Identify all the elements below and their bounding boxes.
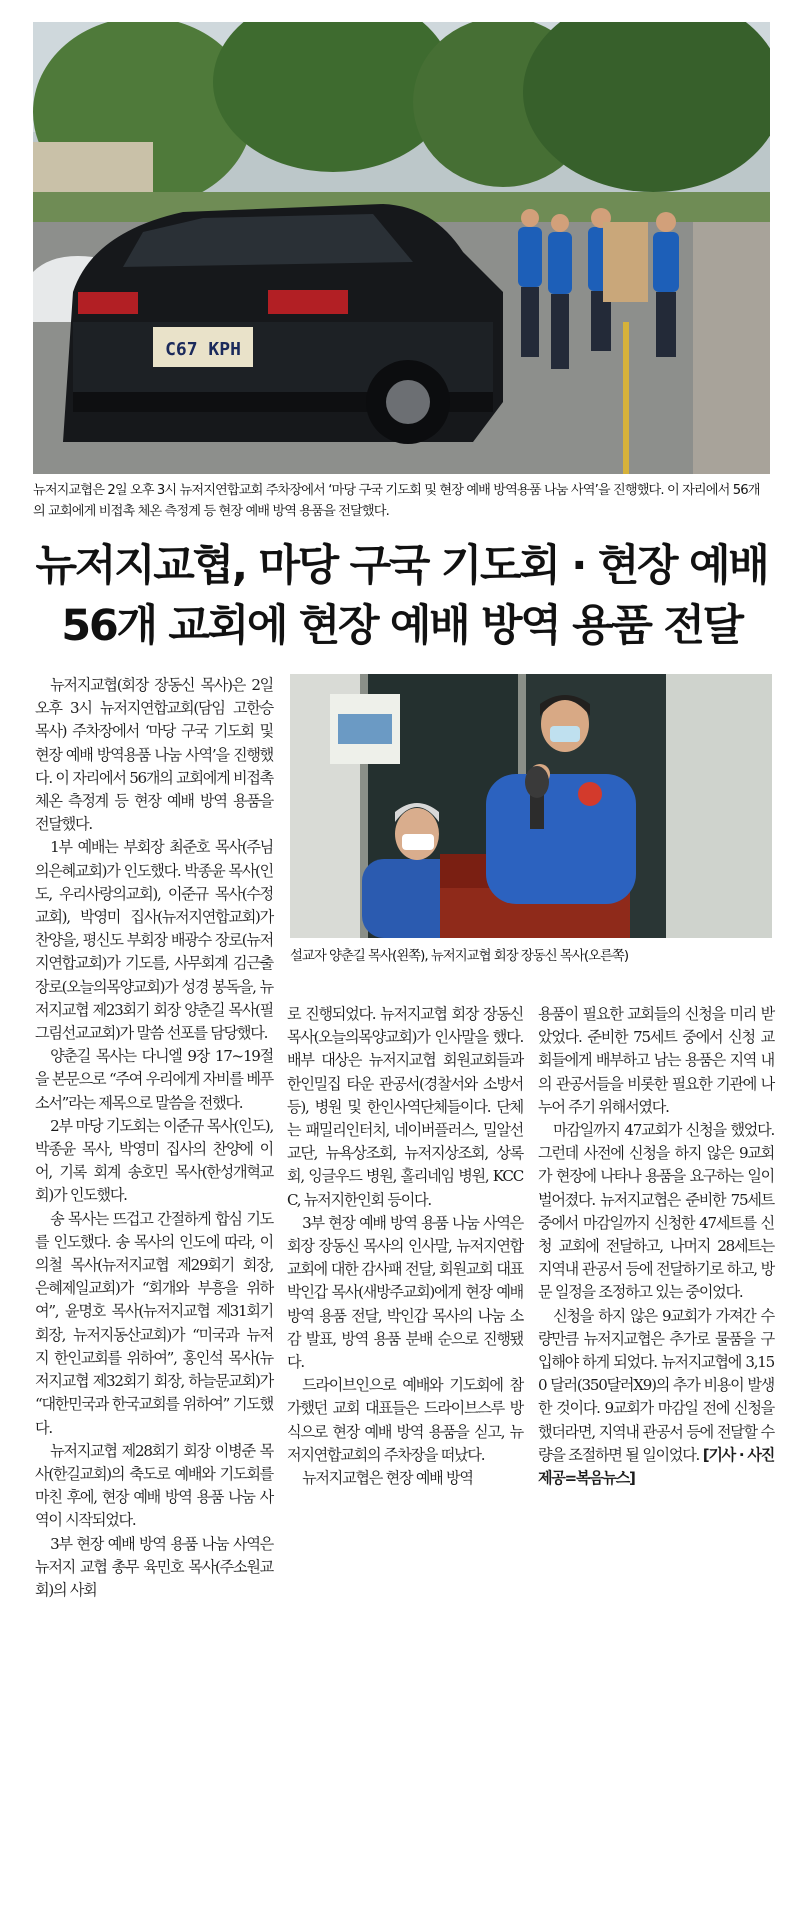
article-paragraph: 3부 현장 예배 방역 용품 나눔 사역은 뉴저지 교협 총무 육민호 목사(주소원교회)의 사회 (35, 1534, 273, 1599)
article-paragraph: 2부 마당 기도회는 이준규 목사(인도), 박종윤 목사, 박영미 집사의 찬양에 이어, 기록 회계 송호민 목사(한성개혁교회)가 인도했다. (35, 1116, 273, 1205)
article-paragraph: 뉴저지교협(회장 장동신 목사)은 2일 오후 3시 뉴저지연합교회(담임 고한승 목사) 주차장에서 ‘마당 구국 기도회 및 현장 예배 방역용품 나눔 사역’을 진행했다. 이 자리에서 56개의 교회에게 비접촉 체온 측정계 등 현장 예배 방역 용품을 전달했다. (35, 676, 273, 834)
article-paragraph: 용품이 필요한 교회들의 신청을 미리 받았었다. 준비한 75세트 중에서 신청 교회들에게 배부하고 남는 용품은 지역 내의 관공서들을 비롯한 필요한 기관에 나누어 주기 위해서였다. (538, 1005, 774, 1116)
headline (33, 536, 770, 656)
article-credit: [기사 · 사진 제공=복음뉴스] (538, 1445, 774, 1488)
middle-photo-caption: 설교자 양춘길 목사(왼쪽), 뉴저지교협 회장 장동신 목사(오른쪽) (290, 949, 629, 964)
article-paragraph: 뉴저지교협은 현장 예배 방역 (302, 1469, 473, 1488)
article-paragraph-text: 신청을 하지 않은 9교회가 가져간 수량만큼 뉴저지교협은 추가로 물품을 구입해야 하게 되었다. 뉴저지교협에 3,150 달러(350달러X9)의 추가 비용이 발생한 것이다. 9교회가 마감일 전에 신청을 했더라면, 지역내 관공서 등에 전달할 수량을 조절하면 될 일이었다. (538, 1306, 774, 1464)
article-paragraph: 뉴저지교협 제28회기 회장 이병준 목사(한길교회)의 축도로 예배와 기도회를 마친 후에, 현장 예배 방역 용품 나눔 사역이 시작되었다. (35, 1441, 273, 1530)
article-paragraph: 드라이브인으로 예배와 기도회에 참가했던 교회 대표들은 드라이브스루 방식으로 현장 예배 방역 용품을 싣고, 뉴저지연합교회의 주차장을 떠났다. (287, 1376, 523, 1464)
article-column-1 (35, 674, 273, 1602)
drive-through-scene-illustration (33, 22, 770, 474)
article-column-2 (287, 1003, 523, 1490)
article-paragraph: 양춘길 목사는 다니엘 9장 17~19절을 본문으로 “주여 우리에게 자비를 베푸소서”라는 제목으로 말씀을 전했다. (35, 1047, 273, 1112)
headline-line-1: 뉴저지교협, 마당 구국 기도회 · 현장 예배 (35, 541, 768, 591)
article-column-3 (538, 1003, 774, 1490)
article-paragraph: 마감일까지 47교회가 신청을 했었다. 그런데 사전에 신청을 하지 않은 9교회가 현장에 나타나 용품을 요구하는 일이 벌어졌다. 뉴저지교협은 준비한 75세트 중에서 마감일까지 신청한 47세트를 신청 교회에 전달하고, 나머지 28세트는 지역내 관공서 등에 전달하기로 하고, 방문 일정을 조정하고 있는 중이었다. (538, 1121, 774, 1302)
top-photo (33, 22, 770, 474)
article-paragraph: 3부 현장 예배 방역 용품 나눔 사역은 회장 장동신 목사의 인사말, 뉴저지연합교회에 대한 감사패 전달, 회원교회 대표 박인갑 목사(새방주교회)에게 현장 예배 방역 용품 전달, 박인갑 목사의 나눔 소감 발표, 방역 용품 분배 순으로 진행됐다. (287, 1213, 523, 1372)
headline-line-2: 56개 교회에 현장 예배 방역 용품 전달 (61, 601, 742, 651)
speaker-at-podium-illustration (290, 674, 772, 938)
top-photo-caption: 뉴저지교협은 2일 오후 3시 뉴저지연합교회 주차장에서 ‘마당 구국 기도회 및 현장 예배 방역용품 나눔 사역’을 진행했다. 이 자리에서 56개의 교회에게 비접촉 체온 측정계 등 현장 예배 방역 용품을 전달했다. (33, 483, 760, 519)
middle-photo (290, 674, 772, 938)
article-paragraph (538, 1305, 774, 1491)
article-paragraph: 로 진행되었다. 뉴저지교협 회장 장동신 목사(오늘의목양교회)가 인사말을 했다. 배부 대상은 뉴저지교협 회원교회들과 한인밀집 타운 관공서(경찰서와 소방서 등), 병원 및 한인사역단체들이다. 단체는 패밀리인터치, 네이버플러스, 밀알선교단, 뉴욕상조회, 뉴저지상조회, 상록회, 잉글우드 병원, 홀리네임 병원, KCCC, 뉴저지한인회 등이다. (287, 1005, 523, 1209)
license-plate: C67 KPH (165, 339, 241, 360)
article-paragraph: 송 목사는 뜨겁고 간절하게 합심 기도를 인도했다. 송 목사의 인도에 따라, 이의철 목사(뉴저지교협 제29회기 회장, 은혜제일교회)가 “회개와 부흥을 위하여”, 윤명호 목사(뉴저지교협 제31회기 회장, 뉴저지동산교회)가 “미국과 뉴저지 한인교회를 위하여”, 홍인석 목사(뉴저지교협 제32회기 회장, 하늘문교회)가 “대한민국과 한국교회를 위하여” 기도했다. (35, 1209, 273, 1437)
article-paragraph: 1부 예배는 부회장 최준호 목사(주님의은혜교회)가 인도했다. 박종윤 목사(인도, 우리사랑의교회), 이준규 목사(수정교회), 박영미 집사(뉴저지연합교회)가 찬양을, 평신도 부회장 배광수 장로(뉴저지연합교회)가 기도를, 사무회계 김근출 장로(오늘의목양교회)가 성경 봉독을, 뉴저지교협 제23회기 회장 양춘길 목사(필그림선교교회)가 말씀 선포를 담당했다. (35, 838, 273, 1043)
